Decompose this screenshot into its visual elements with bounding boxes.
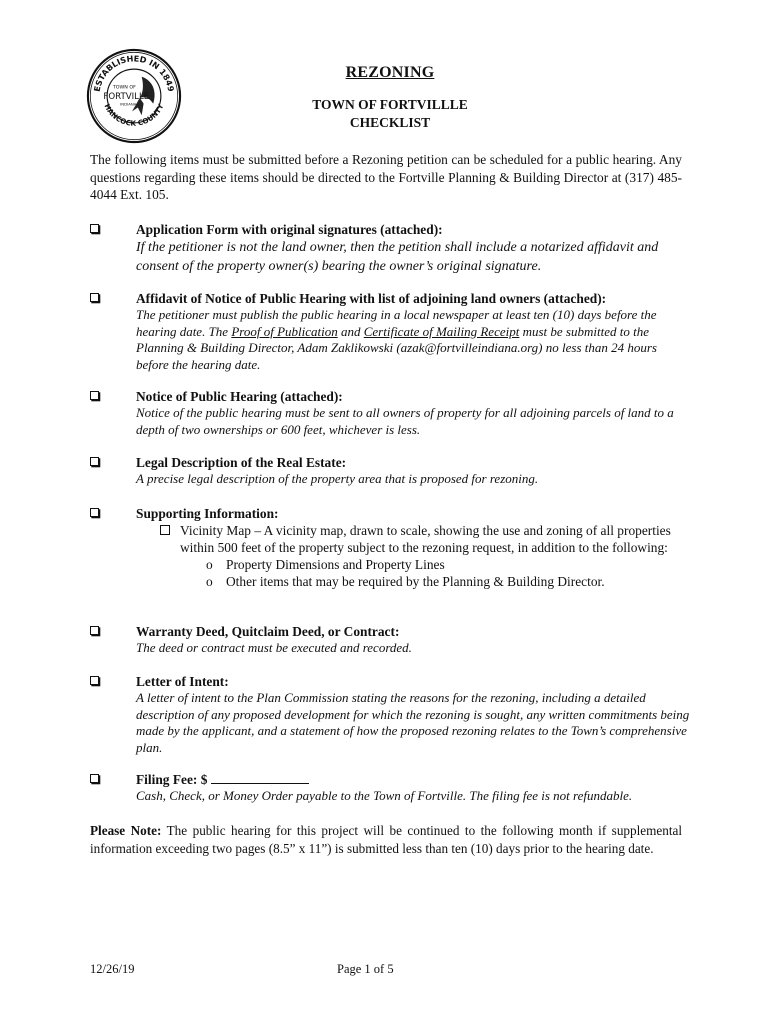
item-description: A precise legal description of the property area that is proposed for rezoning. [136, 471, 539, 486]
note-text: The public hearing for this project will be continued to the following month if supplemental information exceeding two pages (8.5” x 11”) is submitted less than ten (10) days prior to the hearing date. [90, 823, 682, 856]
note-label: Please Note: [90, 823, 162, 838]
checkbox[interactable] [90, 676, 99, 685]
checkbox[interactable] [90, 457, 99, 466]
item-description: The petitioner must publish the public hearing in a local newspaper at least ten (10) days before the hearing date. The Proof of Publication and Certificate of Mailing Receipt must be submitted to the Planning & Building Director, Adam Zaklikowski (azak@fortvilleindiana.org) no less than 24 hours before the hearing date. [136, 307, 657, 372]
footer-date: 12/26/19 [90, 962, 135, 976]
checkbox[interactable] [90, 626, 99, 635]
bullet-text: Property Dimensions and Property Lines [226, 557, 445, 572]
svg-text:INDIANA: INDIANA [120, 101, 137, 107]
item-title: Letter of Intent: [136, 674, 229, 689]
bullet-marker: o [206, 574, 213, 589]
bullet-text: Other items that may be required by the Planning & Building Director. [226, 574, 605, 589]
svg-text:HANCOCK COUNTY: HANCOCK COUNTY [102, 102, 166, 128]
item-title: Warranty Deed, Quitclaim Deed, or Contract: [136, 624, 400, 639]
checkbox[interactable] [90, 508, 99, 517]
item-title: Filing Fee: $ [136, 771, 692, 788]
proof-of-publication-text: Proof of Publication [231, 323, 338, 339]
item-description: Cash, Check, or Money Order payable to the Town of Fortville. The filing fee is not refundable. [136, 788, 633, 803]
checkbox[interactable] [90, 293, 99, 302]
footer-page-number: Page 1 of 5 [337, 962, 394, 976]
item-title: Affidavit of Notice of Public Hearing with list of adjoining land owners (attached): [136, 291, 607, 306]
checkbox[interactable] [90, 774, 99, 783]
subtitle-checklist: CHECKLIST [349, 115, 431, 130]
certificate-of-mailing-text: Certificate of Mailing Receipt [363, 323, 520, 339]
item-description: If the petitioner is not the land owner, then the petition shall include a notarized affidavit and consent of the property owner(s) bearing the owner’s original signature. [136, 240, 659, 274]
document-subtitle [240, 96, 540, 132]
item-title: Notice of Public Hearing (attached): [136, 389, 343, 404]
sub-checkbox[interactable] [160, 525, 170, 535]
vicinity-map-text: Vicinity Map – A vicinity map, drawn to scale, showing the use and zoning of all properties within 500 feet of the property subject to the rezoning request, in addition to the following: [180, 523, 671, 555]
checkbox[interactable] [90, 391, 99, 400]
svg-text:TOWN OF: TOWN OF [112, 85, 136, 91]
bullet-item [136, 573, 692, 590]
vicinity-map-item [134, 522, 692, 556]
item-title: Application Form with original signatures (attached): [136, 222, 443, 237]
item-title: Supporting Information: [136, 506, 279, 521]
item-title: Legal Description of the Real Estate: [136, 455, 347, 470]
intro-paragraph: The following items must be submitted before a Rezoning petition can be scheduled for a public hearing. Any questions regarding these items should be directed to the Fortville Planning & Building Director at (317) 485-4044 Ext. 105. [90, 152, 682, 203]
town-seal-logo [86, 48, 182, 144]
item-description: A letter of intent to the Plan Commission stating the reasons for the rezoning, including a detailed description of any proposed development for which the rezoning is sought, any written commitments being made by the applicant, and a statement of how the proposed rezoning relates to the Town’s comprehensive plan. [136, 690, 690, 755]
filing-fee-blank[interactable] [211, 771, 309, 784]
bullet-marker: o [206, 557, 213, 572]
document-title: REZONING [345, 64, 435, 81]
please-note-paragraph [90, 822, 682, 857]
document-header [240, 64, 540, 132]
bullet-item [136, 556, 692, 573]
svg-text:ESTABLISHED IN 1849: ESTABLISHED IN 1849 [91, 53, 177, 93]
checkbox[interactable] [90, 224, 99, 233]
subtitle-town: TOWN OF FORTVILLLE [312, 97, 468, 112]
item-description: The deed or contract must be executed and recorded. [136, 640, 412, 655]
supporting-info-details [136, 522, 692, 590]
item-description: Notice of the public hearing must be sent to all owners of property for all adjoining parcels of land to a depth of two ownerships or 600 feet, whichever is less. [136, 405, 674, 437]
svg-text:FORTVILLE: FORTVILLE [103, 91, 150, 102]
